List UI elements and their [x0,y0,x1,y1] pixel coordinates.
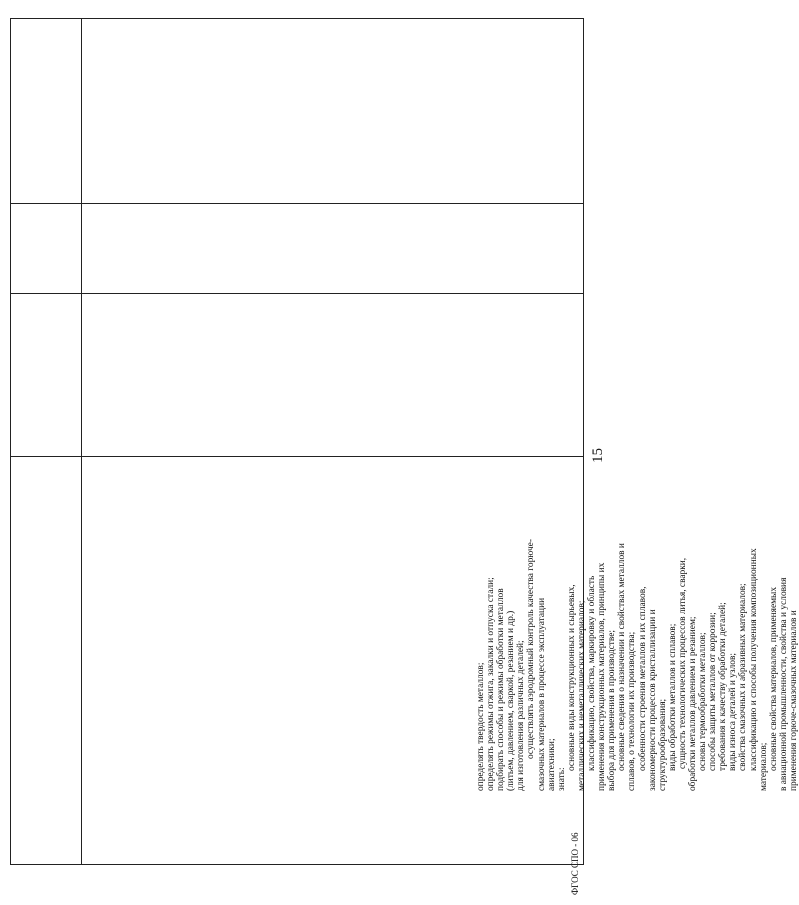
text-line: особенности строения металлов и их сплавов, [637,586,648,771]
text-line: закономерности процессов кристаллизации и [647,609,658,791]
text-line: (литьем, давлением, сваркой, резанием и др.) [506,610,517,791]
text-line: определять твердость металлов; [476,662,486,791]
table-row-divider [81,19,82,864]
text-line: авиатехники; [546,738,557,791]
table-column-divider [11,203,583,204]
text-line: материалов; [758,742,769,791]
text-line: основные виды конструкционных и сырьевых, [566,584,577,771]
page-number: 15 [590,448,606,463]
text-line: классификацию и способы получения композиционных [748,548,759,771]
text-line: подбирать способы и режимы обработки металлов [496,588,507,791]
text-line: применения конструкционных материалов, принципы их [597,562,608,791]
text-line: структурообразования; [657,698,668,791]
text-line: смазочных материалов в процессе эксплуатации [536,597,547,791]
text-line: для изготовления различных деталей; [516,640,527,791]
text-line: виды обработки металлов и сплавов; [667,623,678,771]
text-line: основы термообработки металлов; [698,632,709,771]
text-line: знать: [556,767,567,791]
text-line: способы защиты металлов от коррозии; [708,612,719,771]
text-line: сущность технологических процессов литья, сварки, [677,557,688,769]
text-line: виды износа деталей и узлов; [728,652,739,771]
text-line: требования к качеству обработки деталей; [718,602,729,771]
text-line: сплавов, о технологии их производства; [627,631,638,791]
text-line: металлических и неметаллических материалов; [576,600,587,791]
text-line: в авиационной промышленности, свойства и условия [778,577,789,791]
text-line: выбора для применения в производстве; [607,630,618,791]
text-line: применения горюче-смазочных материалов и [788,610,799,791]
text-line: обработки металлов давлением и резанием; [687,616,698,791]
text-line: свойства смазочных и абразивных материалов; [738,583,749,771]
footer-document-code: ФГОС СПО - 06 [570,832,580,895]
table-column-divider [11,293,583,294]
text-line: основные свойства материалов, применяемых [768,586,779,771]
text-line: определять режимы отжига, закалки и отпуска стали; [486,577,497,791]
text-line: осуществлять аэродромный контроль качества горюче- [526,539,537,759]
text-line: основные сведения о назначении и свойствах металлов и [617,543,628,771]
text-line: классификацию, свойства, маркировку и область [587,575,598,771]
